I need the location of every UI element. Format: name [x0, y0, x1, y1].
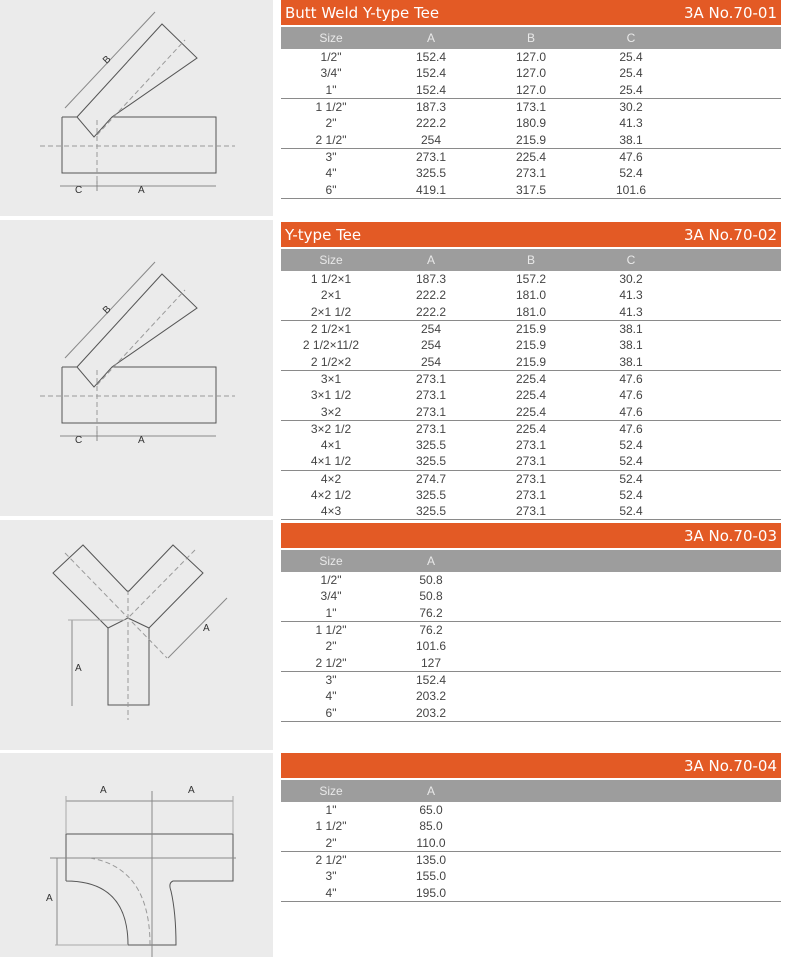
- table-row: [281, 503, 781, 519]
- butt-weld-y-tee-drawing: [0, 0, 273, 216]
- column-header: B: [526, 253, 535, 267]
- table-row: [281, 437, 781, 453]
- table-row: [281, 287, 781, 303]
- table-row: [281, 131, 781, 147]
- table-cell: 215.9: [515, 338, 547, 353]
- row-group: [281, 421, 781, 471]
- table-cell: 195.0: [415, 885, 447, 900]
- row-group: [281, 99, 781, 149]
- table-cell: 41.3: [619, 304, 643, 319]
- table-cell: 6": [325, 182, 337, 197]
- table-row: [281, 403, 781, 419]
- table-row: [281, 337, 781, 353]
- table-cell: 2 1/2×1: [310, 322, 352, 337]
- row-group: [281, 672, 781, 722]
- table-row: [281, 149, 781, 165]
- table-cell: 4×2 1/2: [310, 488, 352, 502]
- catalog-number: 3A No.70-04: [683, 756, 777, 775]
- section-title-bar: [281, 753, 781, 778]
- table-cell: 203.2: [415, 689, 447, 704]
- table-cell: 101.6: [415, 639, 447, 654]
- table-cell: 317.5: [515, 182, 547, 197]
- table-cell: 38.1: [619, 132, 643, 147]
- table-row: [281, 99, 781, 115]
- table-cell: 222.2: [415, 116, 447, 131]
- table-cell: 4": [325, 166, 337, 181]
- table-row: [281, 487, 781, 503]
- diagram-panel-70-02: [0, 220, 273, 516]
- column-header: Size: [319, 554, 343, 568]
- table-cell: 187.3: [415, 100, 447, 115]
- table-row: [281, 453, 781, 469]
- table-cell: 52.4: [619, 504, 643, 519]
- table-cell: 4": [325, 885, 337, 900]
- table-row: [281, 371, 781, 387]
- table-row: [281, 818, 781, 834]
- table-cell: 273.1: [515, 438, 547, 453]
- column-header: A: [426, 253, 435, 267]
- table-cell: 274.7: [415, 471, 447, 486]
- table-cell: 50.8: [419, 589, 443, 604]
- dim-label-a-vertical: A: [46, 893, 53, 904]
- table-cell: 222.2: [415, 288, 447, 303]
- table-cell: 2×1 1/2: [310, 304, 352, 319]
- table-cell: 25.4: [619, 82, 643, 97]
- table-cell: 3": [325, 869, 337, 884]
- table-cell: 3×2: [320, 404, 342, 419]
- table-cell: 38.1: [619, 322, 643, 337]
- table-cell: 180.9: [515, 116, 547, 131]
- diagram-panel-70-03: [0, 520, 273, 750]
- column-header: Size: [319, 253, 343, 267]
- catalog-number: 3A No.70-02: [683, 225, 777, 244]
- table-cell: 110.0: [416, 835, 446, 850]
- table-cell: 254: [420, 338, 442, 353]
- table-cell: 3/4": [320, 66, 342, 81]
- row-group: [281, 271, 781, 321]
- table-cell: 47.6: [619, 371, 643, 386]
- table-cell: 85.0: [419, 819, 443, 834]
- table-cell: 47.6: [619, 388, 643, 403]
- table-cell: 273.1: [515, 504, 547, 519]
- table-cell: 2×1: [320, 288, 342, 303]
- table-row: [281, 704, 781, 720]
- table-row: [281, 421, 781, 437]
- table-cell: 4×2: [320, 471, 342, 486]
- table-cell: 215.9: [515, 354, 547, 369]
- dim-label-c: C: [75, 435, 83, 446]
- table-cell: 3×2 1/2: [310, 421, 352, 436]
- table-cell: 152.4: [415, 50, 447, 65]
- table-cell: 222.2: [415, 304, 447, 319]
- row-group: [281, 149, 781, 199]
- table-cell: 157.2: [515, 272, 547, 287]
- table-cell: 273.1: [415, 371, 447, 386]
- table-row: [281, 271, 781, 287]
- table-row: [281, 672, 781, 688]
- table-cell: 30.2: [619, 272, 643, 287]
- table-cell: 2 1/2": [315, 853, 347, 868]
- table-cell: 1 1/2×1: [310, 272, 352, 287]
- table-cell: 254: [420, 132, 442, 147]
- table-row: [281, 638, 781, 654]
- row-group: [281, 622, 781, 672]
- table-cell: 2": [325, 639, 337, 654]
- table-cell: 2 1/2": [315, 655, 347, 670]
- row-group: [281, 471, 781, 521]
- table-row: [281, 387, 781, 403]
- column-header-row: [281, 249, 781, 271]
- table-cell: 325.5: [415, 504, 447, 519]
- table-cell: 4×1 1/2: [310, 454, 352, 469]
- table-row: [281, 49, 781, 65]
- table-cell: 273.1: [515, 454, 547, 469]
- table-cell: 2 1/2": [315, 132, 347, 147]
- table-cell: 273.1: [415, 421, 447, 436]
- table-cell: 3×1: [320, 371, 342, 386]
- section-title-bar: [281, 222, 781, 247]
- column-header: Size: [319, 784, 343, 798]
- table-cell: 52.4: [619, 454, 643, 469]
- table-cell: 225.4: [515, 421, 547, 436]
- table-cell: 1/2": [320, 573, 342, 588]
- dim-label-a: A: [138, 185, 145, 196]
- table-cell: 325.5: [415, 454, 447, 469]
- table-cell: 76.2: [419, 623, 443, 638]
- table-cell: 215.9: [515, 322, 547, 337]
- table-cell: 52.4: [619, 438, 643, 453]
- table-row: [281, 852, 781, 868]
- table-cell: 254: [420, 322, 442, 337]
- table-row: [281, 868, 781, 884]
- table-cell: 1": [325, 605, 337, 620]
- table-row: [281, 471, 781, 487]
- table-row: [281, 654, 781, 670]
- diagram-panel-70-01: [0, 0, 273, 216]
- y-type-tee-drawing: [0, 220, 273, 516]
- table-cell: 47.6: [619, 149, 643, 164]
- dim-label-a: A: [138, 435, 145, 446]
- dim-label-b: B: [100, 303, 114, 317]
- table-cell: 173.1: [515, 100, 547, 115]
- table-cell: 3×1 1/2: [310, 388, 352, 403]
- table-row: [281, 181, 781, 197]
- table-cell: 65.0: [419, 803, 443, 818]
- table-cell: 273.1: [515, 166, 547, 181]
- table-cell: 181.0: [515, 304, 547, 319]
- section-title-bar: [281, 523, 781, 548]
- table-cell: 225.4: [515, 149, 547, 164]
- table-row: [281, 82, 781, 98]
- table-cell: 2": [325, 116, 337, 131]
- table-cell: 50.8: [419, 573, 443, 588]
- table-cell: 47.6: [619, 421, 643, 436]
- table-row: [281, 572, 781, 588]
- table-row: [281, 884, 781, 900]
- table-cell: 6": [325, 705, 337, 720]
- table-cell: 273.1: [415, 149, 447, 164]
- table-cell: 1/2": [320, 50, 342, 65]
- table-cell: 127: [420, 655, 442, 670]
- table-cell: 254: [420, 354, 442, 369]
- table-row: [281, 304, 781, 320]
- table-cell: 419.1: [415, 182, 447, 197]
- table-cell: 1 1/2": [315, 100, 347, 115]
- table-cell: 215.9: [515, 132, 547, 147]
- section-title-bar: [281, 0, 781, 25]
- table-cell: 1 1/2": [315, 623, 347, 638]
- table-row: [281, 688, 781, 704]
- table-cell: 2": [325, 835, 337, 850]
- diagram-panel-70-04: [0, 753, 273, 957]
- table-row: [281, 802, 781, 818]
- table-cell: 101.6: [615, 182, 647, 197]
- table-cell: 38.1: [619, 354, 643, 369]
- table-cell: 273.1: [515, 471, 547, 486]
- table-cell: 30.2: [619, 100, 643, 115]
- table-row: [281, 321, 781, 337]
- y-fitting-drawing: [0, 520, 273, 750]
- table-cell: 127.0: [515, 82, 547, 97]
- table-row: [281, 835, 781, 851]
- table-cell: 52.4: [619, 166, 643, 181]
- table-row: [281, 622, 781, 638]
- table-cell: 135.0: [415, 853, 447, 868]
- table-row: [281, 605, 781, 621]
- table-cell: 225.4: [515, 371, 547, 386]
- table-cell: 47.6: [619, 404, 643, 419]
- column-header: A: [426, 554, 435, 568]
- table-cell: 25.4: [619, 66, 643, 81]
- table-cell: 41.3: [619, 288, 643, 303]
- table-cell: 52.4: [619, 471, 643, 486]
- table-cell: 2 1/2×2: [310, 354, 352, 369]
- table-cell: 52.4: [619, 488, 643, 502]
- table-cell: 273.1: [415, 388, 447, 403]
- column-header: C: [626, 253, 636, 267]
- table-cell: 4×1: [320, 438, 342, 453]
- table-cell: 127.0: [515, 50, 547, 65]
- row-group: [281, 371, 781, 421]
- section-title: Butt Weld Y-type Tee: [285, 3, 440, 22]
- column-header: B: [526, 31, 535, 45]
- row-group: [281, 802, 781, 852]
- section-title: Y-type Tee: [285, 225, 362, 244]
- column-header: A: [426, 31, 435, 45]
- column-header-row: [281, 780, 781, 802]
- table-cell: 225.4: [515, 388, 547, 403]
- table-70-03: [281, 523, 781, 722]
- table-cell: 152.4: [415, 82, 447, 97]
- table-cell: 325.5: [415, 438, 447, 453]
- table-row: [281, 115, 781, 131]
- table-cell: 325.5: [415, 166, 447, 181]
- catalog-number: 3A No.70-01: [683, 3, 777, 22]
- dim-label-a-vertical: A: [75, 663, 82, 674]
- column-header-row: [281, 550, 781, 572]
- column-header: Size: [319, 31, 343, 45]
- table-cell: 1 1/2": [315, 819, 347, 834]
- table-70-01: [281, 0, 781, 199]
- table-cell: 273.1: [415, 404, 447, 419]
- table-70-04: [281, 753, 781, 902]
- table-cell: 273.1: [515, 488, 547, 502]
- table-cell: 1": [325, 82, 337, 97]
- table-cell: 3/4": [320, 589, 342, 604]
- table-cell: 25.4: [619, 50, 643, 65]
- table-cell: 4×3: [320, 504, 342, 519]
- table-cell: 127.0: [515, 66, 547, 81]
- dim-label-c: C: [75, 185, 83, 196]
- row-group: [281, 49, 781, 99]
- table-cell: 225.4: [515, 404, 547, 419]
- table-70-02: [281, 222, 781, 520]
- table-cell: 38.1: [619, 338, 643, 353]
- dim-label-a-diagonal: A: [203, 623, 210, 634]
- table-cell: 152.4: [415, 672, 447, 687]
- dim-label-a-right: A: [188, 785, 195, 796]
- row-group: [281, 321, 781, 371]
- table-cell: 325.5: [415, 488, 447, 502]
- dim-label-a-left: A: [100, 785, 107, 796]
- table-cell: 152.4: [415, 66, 447, 81]
- table-row: [281, 165, 781, 181]
- table-cell: 181.0: [515, 288, 547, 303]
- column-header-row: [281, 27, 781, 49]
- table-cell: 41.3: [619, 116, 643, 131]
- column-header: A: [426, 784, 435, 798]
- table-cell: 3": [325, 672, 337, 687]
- table-cell: 3": [325, 149, 337, 164]
- catalog-number: 3A No.70-03: [683, 526, 777, 545]
- table-cell: 2 1/2×11/2: [302, 338, 360, 353]
- table-cell: 187.3: [415, 272, 447, 287]
- table-cell: 76.2: [419, 605, 443, 620]
- row-group: [281, 852, 781, 902]
- table-row: [281, 353, 781, 369]
- table-row: [281, 588, 781, 604]
- row-group: [281, 572, 781, 622]
- table-cell: 4": [325, 689, 337, 704]
- short-tee-drawing: [0, 753, 273, 957]
- column-header: C: [626, 31, 636, 45]
- table-row: [281, 65, 781, 81]
- table-cell: 155.0: [415, 869, 447, 884]
- table-cell: 1": [325, 803, 337, 818]
- table-cell: 203.2: [415, 705, 447, 720]
- dim-label-b: B: [100, 53, 114, 67]
